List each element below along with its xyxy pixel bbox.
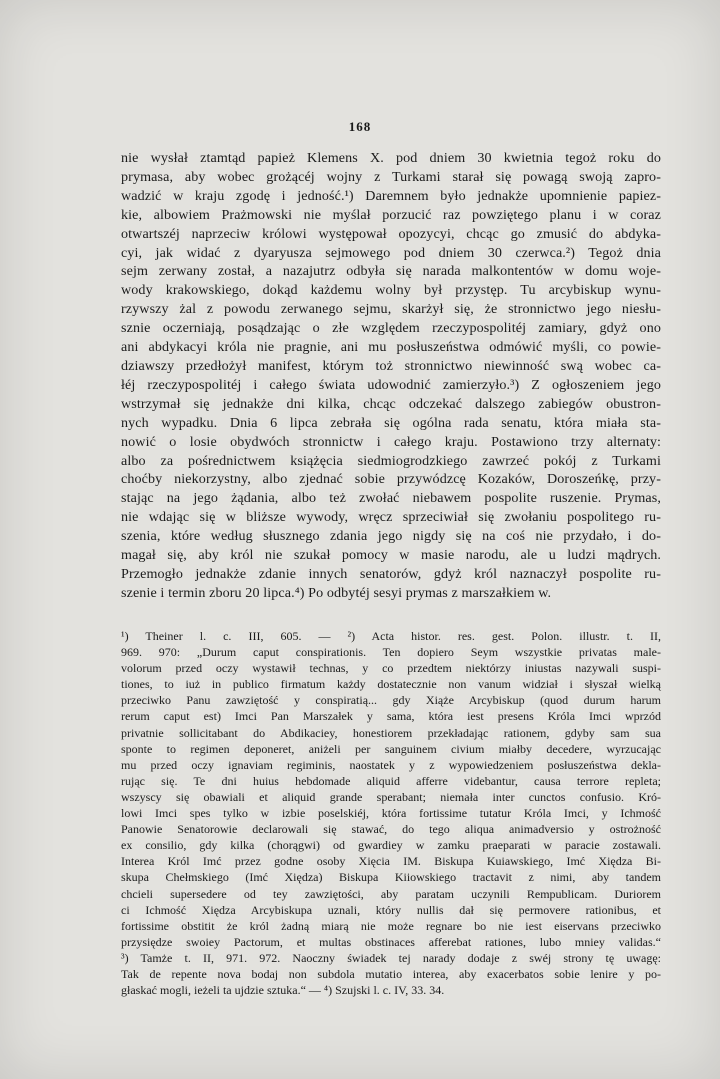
footnote-line: skupa Chełmskiego (Imć Xiędza) Biskupa Kiiowskiego tractavit z nimi, aby tandem [121,870,661,885]
footnote-line: sponte to regimen deponeret, aniżeli per sanguinem civium miałby decedere, wyrzucając [121,741,661,756]
text-line: szenie i termin zboru 20 lipca.⁴) Po odbytéj sesyi prymas z marszałkiem w. [121,584,552,601]
text-line: nie wdając się w bliższe wywody, wręcz sprzeciwiał się zwołaniu pospolitego ru- [121,509,661,526]
text-line: wstrzymał się jednakże dni kilka, chcąc odczekać dalszego zabiegów obustron- [121,395,661,412]
footnote-line: Panowie Senatorowie declarowali się stawać, do tego aliqua animadversio y ostrożność [121,822,661,837]
text-line: kie, albowiem Prażmowski nie myślał porzucić raz powziętego planu i w coraz [121,206,661,223]
footnote-line: ci Ichmość Xiędza Arcybiskupa uznali, który nullis dał się permovere rationibus, et [121,902,661,917]
text-line: wadzić w kraju zgodę i jedność.¹) Daremnem było jednakże upomnienie papiez- [121,187,661,204]
text-line: sejm zerwany został, a nazajutrz odbyła się narada malkontentów w domu woje- [121,263,661,280]
text-line: łéj rzeczypospolitéj i całego świata udowodnić zamierzyło.³) Z ogłoszeniem jego [121,376,661,393]
text-line: rzywszy żal z powodu zerwanego sejmu, skarżył się, że stronnictwo jego niesłu- [121,301,661,318]
text-line: choćby niekorzystny, albo zjednać sobie przywódzcę Kozaków, Doroszeńkę, przy- [121,471,661,488]
footnote-line: ³) Tamże t. II, 971. 972. Naoczny świadek tej narady dodaje z swéj strony tę uwagę: [121,950,661,965]
text-line: sznie oczerniają, posądzając o złe względem rzeczypospolitéj zamiary, gdyż ono [121,320,661,337]
footnote-line: 969. 970: „Durum caput conspirationis. Ten dopiero Seym wszystkie privatas male- [121,645,661,660]
footnote-line: lowi Imci spes tylko w izbie poselskiéj, która fortissime tutatur Króla Imci, y Ichmość [121,806,661,821]
text-line: Przemogło jednakże zdanie innych senatorów, gdyż król naznaczył pospolite ru- [121,565,661,582]
main-text [121,149,661,603]
footnote-line: rerum caput est) Imci Pan Marszałek y sama, która iest presens Króla Imci wprzód [121,709,661,724]
text-line: prymasa, aby wobec grożącéj wojny z Turkami starał się powagą swoją zapro- [121,168,661,185]
text-line: cyi, jak widać z dyaryusza sejmowego pod dniem 30 czerwca.²) Tegoż dnia [121,244,661,261]
text-line: nie wysłał ztamtąd papież Klemens X. pod dniem 30 kwietnia tegoż roku do [121,150,661,166]
text-line: nowić o losie obydwóch stronnictw i całego kraju. Postawiono trzy alternaty: [121,433,661,450]
text-line: ani abdykacyi króla nie pragnie, ani mu posłuszeństwa odmówić myśli, co powie- [121,339,661,356]
footnote-line: tiones, to iuż in publico firmatum każdy dostatecznie non vanum widział i słyszał wielką [121,677,661,692]
footnote-line: przeciwko Panu zawziętość y conspiratią... gdy Xiąże Arcybiskup (quod durum harum [121,693,661,708]
text-line: nych wypadku. Dnia 6 lipca zebrała się ogólna rada senatu, która miała sta- [121,414,661,431]
text-line: dziawszy przedłożył manifest, którym toż stronnictwo niewinność swą wobec ca- [121,357,661,374]
footnote-line: ex consilio, gdy kilka (chorągwi) od gwardiey w zamku praeparati w paracie zostawali. [121,838,661,853]
footnote-line: rując się. Te dni huius hebdomade aliquid afferre videbantur, causa terrore repleta; [121,773,661,788]
text-line: szenia, które według słusznego zdania jego nigdy się na coś nie przydało, i do- [121,528,661,545]
footnote-line: Tak de repente nova bodaj non subdola mutatio interea, aby exacerbatos sobie lenire y po- [121,966,661,981]
footnote-line: Interea Król Imć przez godne osoby Xięcia IM. Biskupa Kuiawskiego, Imć Xiędza Bi- [121,854,661,869]
footnote-line: fortissime obstitit że król żadną miarą nie może regnare bo nie iest eiservans przeciwko [121,918,661,933]
footnote-line: przysiędze swoiey Pactorum, et multas obstinaces afferebat rationes, lubo mniey validas.“ [121,934,661,949]
text-line: wody krakowskiego, dokąd każdemu wolny był przystęp. Tu arcybiskup wynu- [121,282,661,299]
page-number: 168 [348,119,372,134]
text-line: albo za pośrednictwem książęcia siedmiogrodzkiego zawrzeć pokój z Turkami [121,452,661,469]
text-line: magał się, aby król nie szukał pomocy w masie narodu, ale u ludzi mądrych. [121,547,661,564]
text-line: otwartszéj naprzeciw królowi występował opozycyi, chcąc go zmusić do abdyka- [121,225,661,242]
footnote-line: głaskać mogli, ieżeli ta ujdzie sztuka.“ — ⁴) Szujski l. c. IV, 33. 34. [121,983,445,998]
footnote-line: volorum przed oczy wystawił technas, y co przedtem niektórzy iniustas nazywali suspi- [121,661,661,676]
text-line: stając na jego żądania, albo też zwołać niebawem pospolite ruszenie. Prymas, [121,490,661,507]
footnote-line: mu przed oczy ignaviam regiminis, naostatek y z wypowiedzeniem posłuszeństwa dekla- [121,757,661,772]
footnote-line: chcieli supersedere od tey zawziętości, aby paratam uczynili Rempublicam. Duriorem [121,886,661,901]
footnote-line: privatnie sollicitabant do Abdikaciey, honestiorem przekładając rationem, gdyby sam sua [121,725,661,740]
footnote-line: wszyscy się obawiali et aliquid grande sperabant; niemała inter cunctos confusio. Kró- [121,789,661,804]
footnotes [121,628,661,998]
footnote-line: ¹) Theiner l. c. III, 605. — ²) Acta histor. res. gest. Polon. illustr. t. II, [121,629,661,643]
